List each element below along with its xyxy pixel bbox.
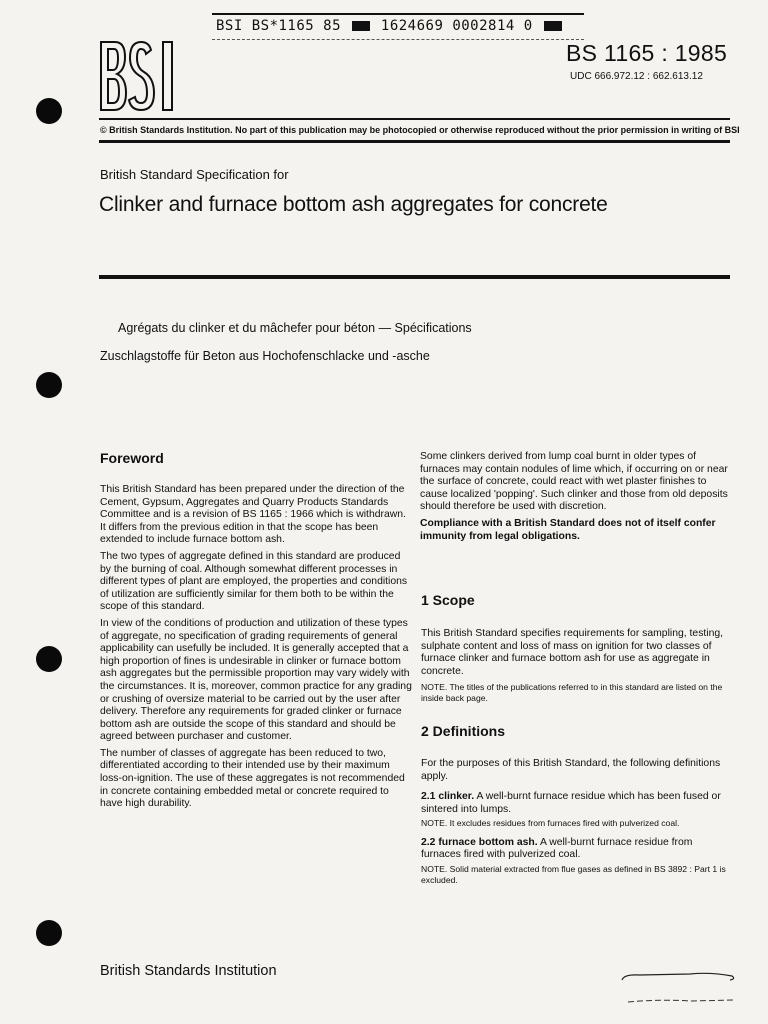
definition-text: A well-burnt furnace residue which has been fused or sintered into lumps. — [421, 791, 721, 815]
catalog-code-text: BSI BS*1165 85 — [216, 18, 342, 34]
handwritten-mark — [620, 966, 740, 1006]
doc-subtitle: British Standard Specification for — [100, 167, 289, 182]
punch-hole — [36, 920, 62, 946]
foreword-paragraph: In view of the conditions of production and utilization of these types of aggregate, no specification of grading requirements of general applicability can usefully be included. It is generally accepted that a high proportion of fines is undesirable in clinker or furnace bottom ash aggregates but the permissible proportion may vary widely with the circumstances. It is, moreover, common practice for any grading or crushing of oversize material to be carried out by the user after delivery. Therefore any requirements for graded clinker or furnace bottom ash are outside the scope of this standard and should be agreed between purchaser and customer. — [100, 617, 412, 743]
scope-heading: 1 Scope — [421, 592, 475, 608]
barcode-block — [544, 21, 562, 31]
standard-number: BS 1165 : 1985 — [566, 40, 728, 66]
scope-text: This British Standard specifies requirements for sampling, testing, sulphate content and loss of mass on ignition for two classes of furnace clinker and furnace bottom ash for use as aggregate in concrete. — [421, 628, 724, 677]
foreword-body — [100, 484, 412, 815]
udc-code: UDC 666.972.12 : 662.613.12 — [570, 71, 703, 82]
foreword-paragraph: The two types of aggregate defined in this standard are produced by the burning of coal. Although somewhat different processes in different types of plant are employed, the properties and conditions of utilization are sufficiently similar for them both to be within the scope of this standard. — [100, 550, 408, 613]
definitions-section — [421, 758, 733, 889]
definition-furnace-bottom-ash — [421, 837, 733, 862]
punch-hole — [36, 646, 62, 672]
definition-note: NOTE. Solid material extracted from flue gases as defined in BS 3892 : Part 1 is excluded. — [421, 864, 726, 885]
barcode-block — [352, 21, 370, 31]
foreword-continued — [420, 451, 732, 547]
copyright-notice: © British Standards Institution. No part of this publication may be photocopied or otherwise reproduced without the prior permission in writing of BSI — [100, 125, 740, 135]
scope-note: NOTE. The titles of the publications referred to in this standard are listed on the inside back page. — [421, 682, 723, 703]
definition-term: 2.1 clinker. — [421, 791, 475, 803]
definition-text: A well-burnt furnace residue from furnaces fired with pulverized coal. — [421, 836, 693, 861]
divider — [99, 140, 730, 143]
foreword-heading: Foreword — [100, 450, 164, 466]
compliance-statement: Compliance with a British Standard does not of itself confer immunity from legal obligations. — [420, 517, 716, 542]
french-title: Agrégats du clinker et du mâchefer pour béton — Spécifications — [118, 321, 472, 335]
definitions-intro: For the purposes of this British Standard, the following definitions apply. — [421, 758, 721, 782]
punch-hole — [36, 98, 62, 124]
divider — [99, 275, 730, 279]
catalog-number: 1624669 0002814 0 — [380, 18, 533, 34]
definition-note: NOTE. It excludes residues from furnaces fired with pulverized coal. — [421, 818, 680, 829]
foreword-paragraph: Some clinkers derived from lump coal burnt in older types of furnaces may contain nodules of lime which, if occurring on or near the surface of concrete, could react with wet plaster finishes to cause localized 'popping'. Such clinker and those from old deposits should therefore be used with discretion. — [420, 451, 728, 513]
punch-hole — [36, 372, 62, 398]
footer-institution: British Standards Institution — [100, 963, 277, 979]
foreword-paragraph: This British Standard has been prepared under the direction of the Cement, Gypsum, Aggregates and Quarry Products Standards Committee and is a revision of BS 1165 : 1966 which is withdrawn. It differs from the previous edition in that the scope has been extended to include furnace bottom ash. — [100, 484, 406, 546]
german-title: Zuschlagstoffe für Beton aus Hochofenschlacke und -asche — [100, 349, 430, 363]
doc-title: Clinker and furnace bottom ash aggregates for concrete — [99, 193, 608, 216]
divider — [99, 118, 730, 120]
scope-section — [421, 628, 733, 707]
definition-clinker — [421, 791, 733, 816]
definitions-heading: 2 Definitions — [421, 723, 506, 739]
catalog-code — [216, 18, 564, 34]
definition-term: 2.2 furnace bottom ash. — [421, 836, 538, 848]
foreword-paragraph: The number of classes of aggregate has been reduced to two, differentiated according to their intended use by their maximum loss-on-ignition. The use of these aggregates is not recommended in concrete containing embedded metal or concrete required to have high durability. — [100, 747, 405, 810]
bsi-logo — [99, 40, 181, 112]
